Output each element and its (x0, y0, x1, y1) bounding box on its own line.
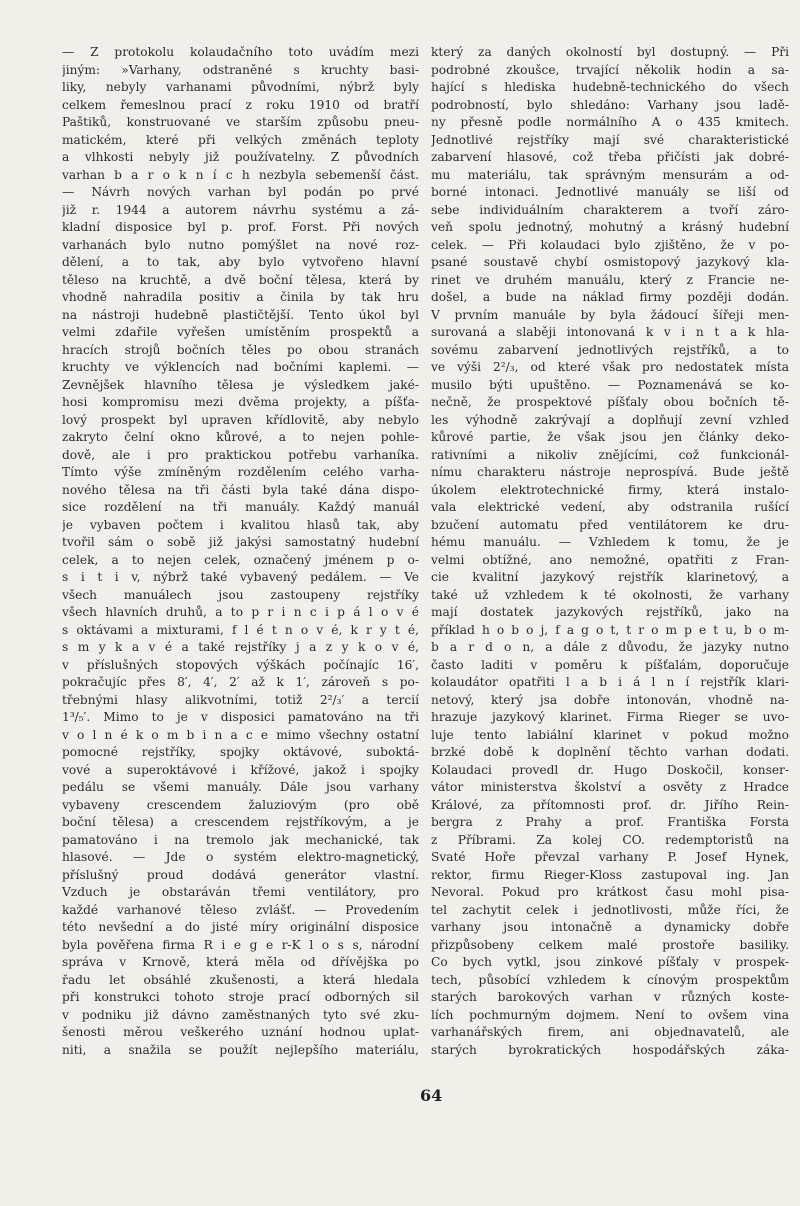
text-line: hracích strojů bočních těles po obou stranách (62, 342, 419, 357)
text-line: tvořil sám o sobě již jakýsi samostatný hudební (62, 535, 419, 549)
left-text-column (62, 44, 419, 1059)
text-line: Zevnějšek hlavního tělesa je výsledkem jaké- (62, 377, 419, 392)
text-line: celkem řemeslnou prací z roku 1910 od bratří (62, 97, 419, 112)
text-line: hému manuálu. — Vzhledem k tomu, že je (431, 535, 789, 549)
text-line: starých barokových varhan v různých koste- (431, 990, 789, 1004)
text-line: lový prospekt byl upraven křídlovitě, aby nebylo (62, 412, 419, 427)
text-line: s m y k a v é a také rejstříky j a z y k o v é, (62, 640, 419, 654)
text-line: všech manuálech jsou zastoupeny rejstříky (62, 587, 419, 602)
text-line: dově, ale i pro praktickou potřebu varhaníka. (62, 447, 419, 462)
text-line: 1³/₅′. Mimo to je v disposici pamatováno na tři (62, 710, 419, 724)
text-line: Svaté Hoře převzal varhany P. Josef Hynek, (431, 850, 789, 864)
text-line: rektor, firmu Rieger-Kloss zastupoval ing. Jan (431, 867, 789, 882)
text-line: V prvním manuále by byla žádoucí šířeji men- (431, 307, 789, 322)
text-line: surovaná a slaběji intonovaná k v i n t a k hla- (431, 325, 789, 339)
text-line: každé varhanové těleso zvlášť. — Provedením (62, 902, 419, 917)
text-line: přizpůsobeny celkem malé prostoře basiliky. (431, 937, 789, 952)
text-line: rativními a nikoliv znějícími, což funkcionál- (431, 447, 789, 462)
text-line: pedálu se všemi manuály. Dále jsou varhany (62, 780, 419, 794)
text-line: — Návrh nových varhan byl podán po prvé (62, 185, 419, 199)
text-line: ve výši 2²/₃, od které však pro nedostatek místa (431, 360, 789, 374)
text-line: velmi zdařile vyřešen umístěním prospektů a (62, 325, 419, 339)
text-line: mají dostatek jazykových rejstříků, jako na (431, 605, 789, 619)
text-line: b a r d o n, a dále z důvodu, že jazyky nutno (431, 640, 789, 654)
text-line: celek, a to nejen celek, označený jménem p o- (62, 552, 419, 567)
text-line: matickém, které při velkých změnách teploty (62, 132, 419, 147)
text-line: dělení, a to tak, aby bylo vytvořeno hlavní (62, 255, 419, 269)
text-line: zakryto čelní okno kůrové, a to nejen pohle- (62, 430, 419, 444)
text-line: varhanách bylo nutno pomýšlet na nové roz- (62, 237, 419, 252)
right-text-column (431, 44, 789, 1059)
text-line: musilo býti upuštěno. — Poznamenává se ko- (431, 377, 789, 392)
text-line: vové a superoktávové i křížové, jakož i spojky (62, 762, 419, 777)
text-line: na nástroji hudebně plastičtější. Tento úkol byl (62, 307, 419, 322)
text-line: vhodně nahradila positiv a činila by tak hru (62, 290, 419, 304)
text-line: les výhodně zakrývají a doplňují zevní vzhled (431, 412, 789, 427)
text-line: velmi obtížné, ano nemožné, opatřiti z Fran- (431, 552, 789, 567)
text-line: často laditi v poměru k píšťalám, doporučuje (431, 657, 789, 672)
text-line: netový, který jsa dobře intonován, vhodně na- (431, 692, 789, 707)
text-line: a vlhkosti nebyly již používatelny. Z původních (62, 150, 419, 164)
text-line: kůrové partie, že však jsou jen články deko- (431, 430, 789, 444)
text-line: jiným: »Varhany, odstraněné s kruchty basi- (62, 62, 419, 77)
text-line: sice rozdělení na tři manuály. Každý manuál (62, 500, 419, 514)
text-line: vybaveny crescendem žaluziovým (pro obě (62, 797, 419, 812)
text-line: pamatováno i na tremolo jak mechanické, tak (62, 832, 419, 847)
text-line: šenosti měrou veškerého uznání hodnou uplat- (62, 1025, 419, 1039)
text-line: podrobné zkoušce, trvající několik hodin a sa- (431, 62, 789, 77)
text-line: úkolem elektrotechnické firmy, která instalo- (431, 482, 789, 497)
text-line: Paštiků, konstruované ve starším způsobu pneu- (62, 115, 419, 129)
text-line: hlasové. — Jde o systém elektro-magnetický, (62, 850, 419, 864)
text-line: zabarvení hlasové, což třeba přičísti jak dobré- (431, 150, 789, 164)
text-line: třebnými hlasy alikvotními, totiž 2²/₃′ a tercií (62, 692, 419, 707)
text-line: liky, nebyly varhanami původními, nýbrž byly (62, 80, 419, 94)
text-line: Nevoral. Pokud pro krátkost času mohl pisa- (431, 885, 789, 899)
text-line: niti, a snažila se použít nejlepšího materiálu, (62, 1042, 419, 1057)
text-line: sovému zabarvení jednotlivých rejstříků, a to (431, 342, 789, 357)
text-line: kolaudátor opatřiti l a b i á l n í rejstřík klari- (431, 675, 789, 689)
text-line: cie kvalitní jazykový rejstřík klarinetový, a (431, 570, 789, 584)
text-line: který za daných okolností byl dostupný. — Při (431, 45, 789, 59)
text-line: borné intonaci. Jednotlivé manuály se liší od (431, 185, 789, 199)
text-line: hrazuje jazykový klarinet. Firma Rieger se uvo- (431, 710, 789, 724)
text-line: již r. 1944 a autorem návrhu systému a zá- (62, 202, 419, 217)
text-line: vátor ministerstva školství a osvěty z Hradce (431, 780, 789, 794)
text-line: podrobností, bylo shledáno: Varhany jsou ladě- (431, 97, 789, 112)
text-line: nového tělesa na tři části byla také dána dispo- (62, 482, 419, 497)
text-line: v o l n é k o m b i n a c e mimo všechny ostatní (62, 727, 419, 742)
text-line: varhanářských firem, ani objednavatelů, ale (431, 1025, 789, 1039)
text-line: příslušný proud dodává generátor vlastní. (62, 867, 419, 882)
text-line: je vybaven počtem i kvalitou hlasů tak, aby (62, 517, 419, 532)
text-line: také už vzhledem k té okolnosti, že varhany (431, 587, 789, 602)
page-number: 64 (420, 1086, 443, 1105)
text-line: luje tento labiální klarinet v pokud možno (431, 727, 789, 742)
text-line: ny přesně podle normálního A o 435 kmitech. (431, 115, 789, 129)
text-line: bergra z Prahy a prof. Františka Forsta (431, 815, 789, 829)
text-line: boční tělesa) a crescendem rejstříkovým, a je (62, 815, 419, 829)
text-line: Tímto výše zmíněným rozdělením celého varha- (62, 465, 419, 479)
text-line: varhany jsou intonačně a dynamicky dobře (431, 920, 789, 934)
text-line: kladní disposice byl p. prof. Forst. Při nových (62, 220, 419, 234)
text-line: lích pochmurným dojmem. Není to ovšem vina (431, 1007, 789, 1022)
text-line: hající s hlediska hudebně-technického do všech (431, 80, 789, 94)
text-line: příklad h o b o j, f a g o t, t r o m p e t u, b o m- (431, 622, 789, 637)
text-line: všech hlavních druhů, a to p r i n c i p á l o v é (62, 605, 419, 619)
text-line: s i t i v, nýbrž také vybavený pedálem. — Ve (62, 570, 419, 584)
text-line: s oktávami a mixturami, f l é t n o v é, k r y t é, (62, 622, 419, 637)
text-line: brzké době k doplnění těchto varhan dodati. (431, 745, 789, 759)
text-line: — Z protokolu kolaudačního toto uvádím mezi (62, 45, 419, 59)
text-line: Co bych vytkl, jsou zinkové píšťaly v prospek- (431, 955, 789, 969)
text-line: této nevšední a do jisté míry originální disposice (62, 920, 419, 934)
text-line: tech, působící vzhledem k cínovým prospektům (431, 972, 789, 987)
text-line: řadu let obsáhlé zkušenosti, a která hledala (62, 972, 419, 987)
text-line: veň spolu jednotný, mohutný a krásný hudební (431, 220, 789, 234)
text-line: z Příbrami. Za kolej CO. redemptoristů na (431, 832, 789, 847)
text-line: těleso na kruchtě, a dvě boční tělesa, která by (62, 272, 419, 287)
text-line: hosi kompromisu mezi dvěma projekty, a píšťa- (62, 395, 419, 409)
text-line: správa v Krnově, která měla od dřívějška po (62, 955, 419, 969)
text-line: v příslušných stopových výškách počínajíc 16′, (62, 657, 419, 672)
text-line: byla pověřena firma R i e g e r-K l o s s, národní (62, 937, 419, 952)
text-line: sebe individuálním charakterem a tvoří záro- (431, 202, 789, 217)
text-line: psané soustavě chybí osmistopový jazykový kla- (431, 255, 789, 269)
text-line: bzučení automatu před ventilátorem ke dru- (431, 517, 789, 532)
text-line: nímu charakteru nástroje neprospívá. Bude ještě (431, 465, 789, 479)
text-line: rinet ve druhém manuálu, který z Francie ne- (431, 272, 789, 287)
text-line: varhan b a r o k n í c h nezbyla sebemenší část. (62, 167, 419, 182)
text-line: při konstrukci tohoto stroje prací odborných sil (62, 990, 419, 1004)
text-line: nečně, že prospektové píšťaly obou bočních tě- (431, 395, 789, 409)
text-line: Králové, za přítomnosti prof. dr. Jiřího Rein- (431, 797, 789, 812)
text-line: Jednotlivé rejstříky mají své charakteristické (431, 132, 789, 147)
text-line: Kolaudaci provedl dr. Hugo Doskočil, konser- (431, 762, 789, 777)
text-line: starých byrokratických hospodářských záka- (431, 1042, 789, 1057)
text-line: pokračujíc přes 8′, 4′, 2′ až k 1′, zároveň s po- (62, 675, 419, 689)
text-line: v podniku již dávno zaměstnaných tyto své zku- (62, 1007, 419, 1022)
text-line: Vzduch je obstaráván třemi ventilátory, pro (62, 885, 419, 899)
text-line: mu materiálu, tak správným mensurám a od- (431, 167, 789, 182)
text-line: celek. — Při kolaudaci bylo zjištěno, že v po- (431, 237, 789, 252)
text-line: vala elektrické vedení, aby odstranila rušící (431, 500, 789, 514)
text-line: došel, a bude na náklad firmy později dodán. (431, 290, 789, 304)
text-line: pomocné rejstříky, spojky oktávové, suboktá- (62, 745, 419, 759)
text-line: tel zachytit celek i jednotlivosti, může říci, že (431, 902, 789, 917)
text-line: kruchty ve výklencích nad bočními kaplemi. — (62, 360, 419, 374)
